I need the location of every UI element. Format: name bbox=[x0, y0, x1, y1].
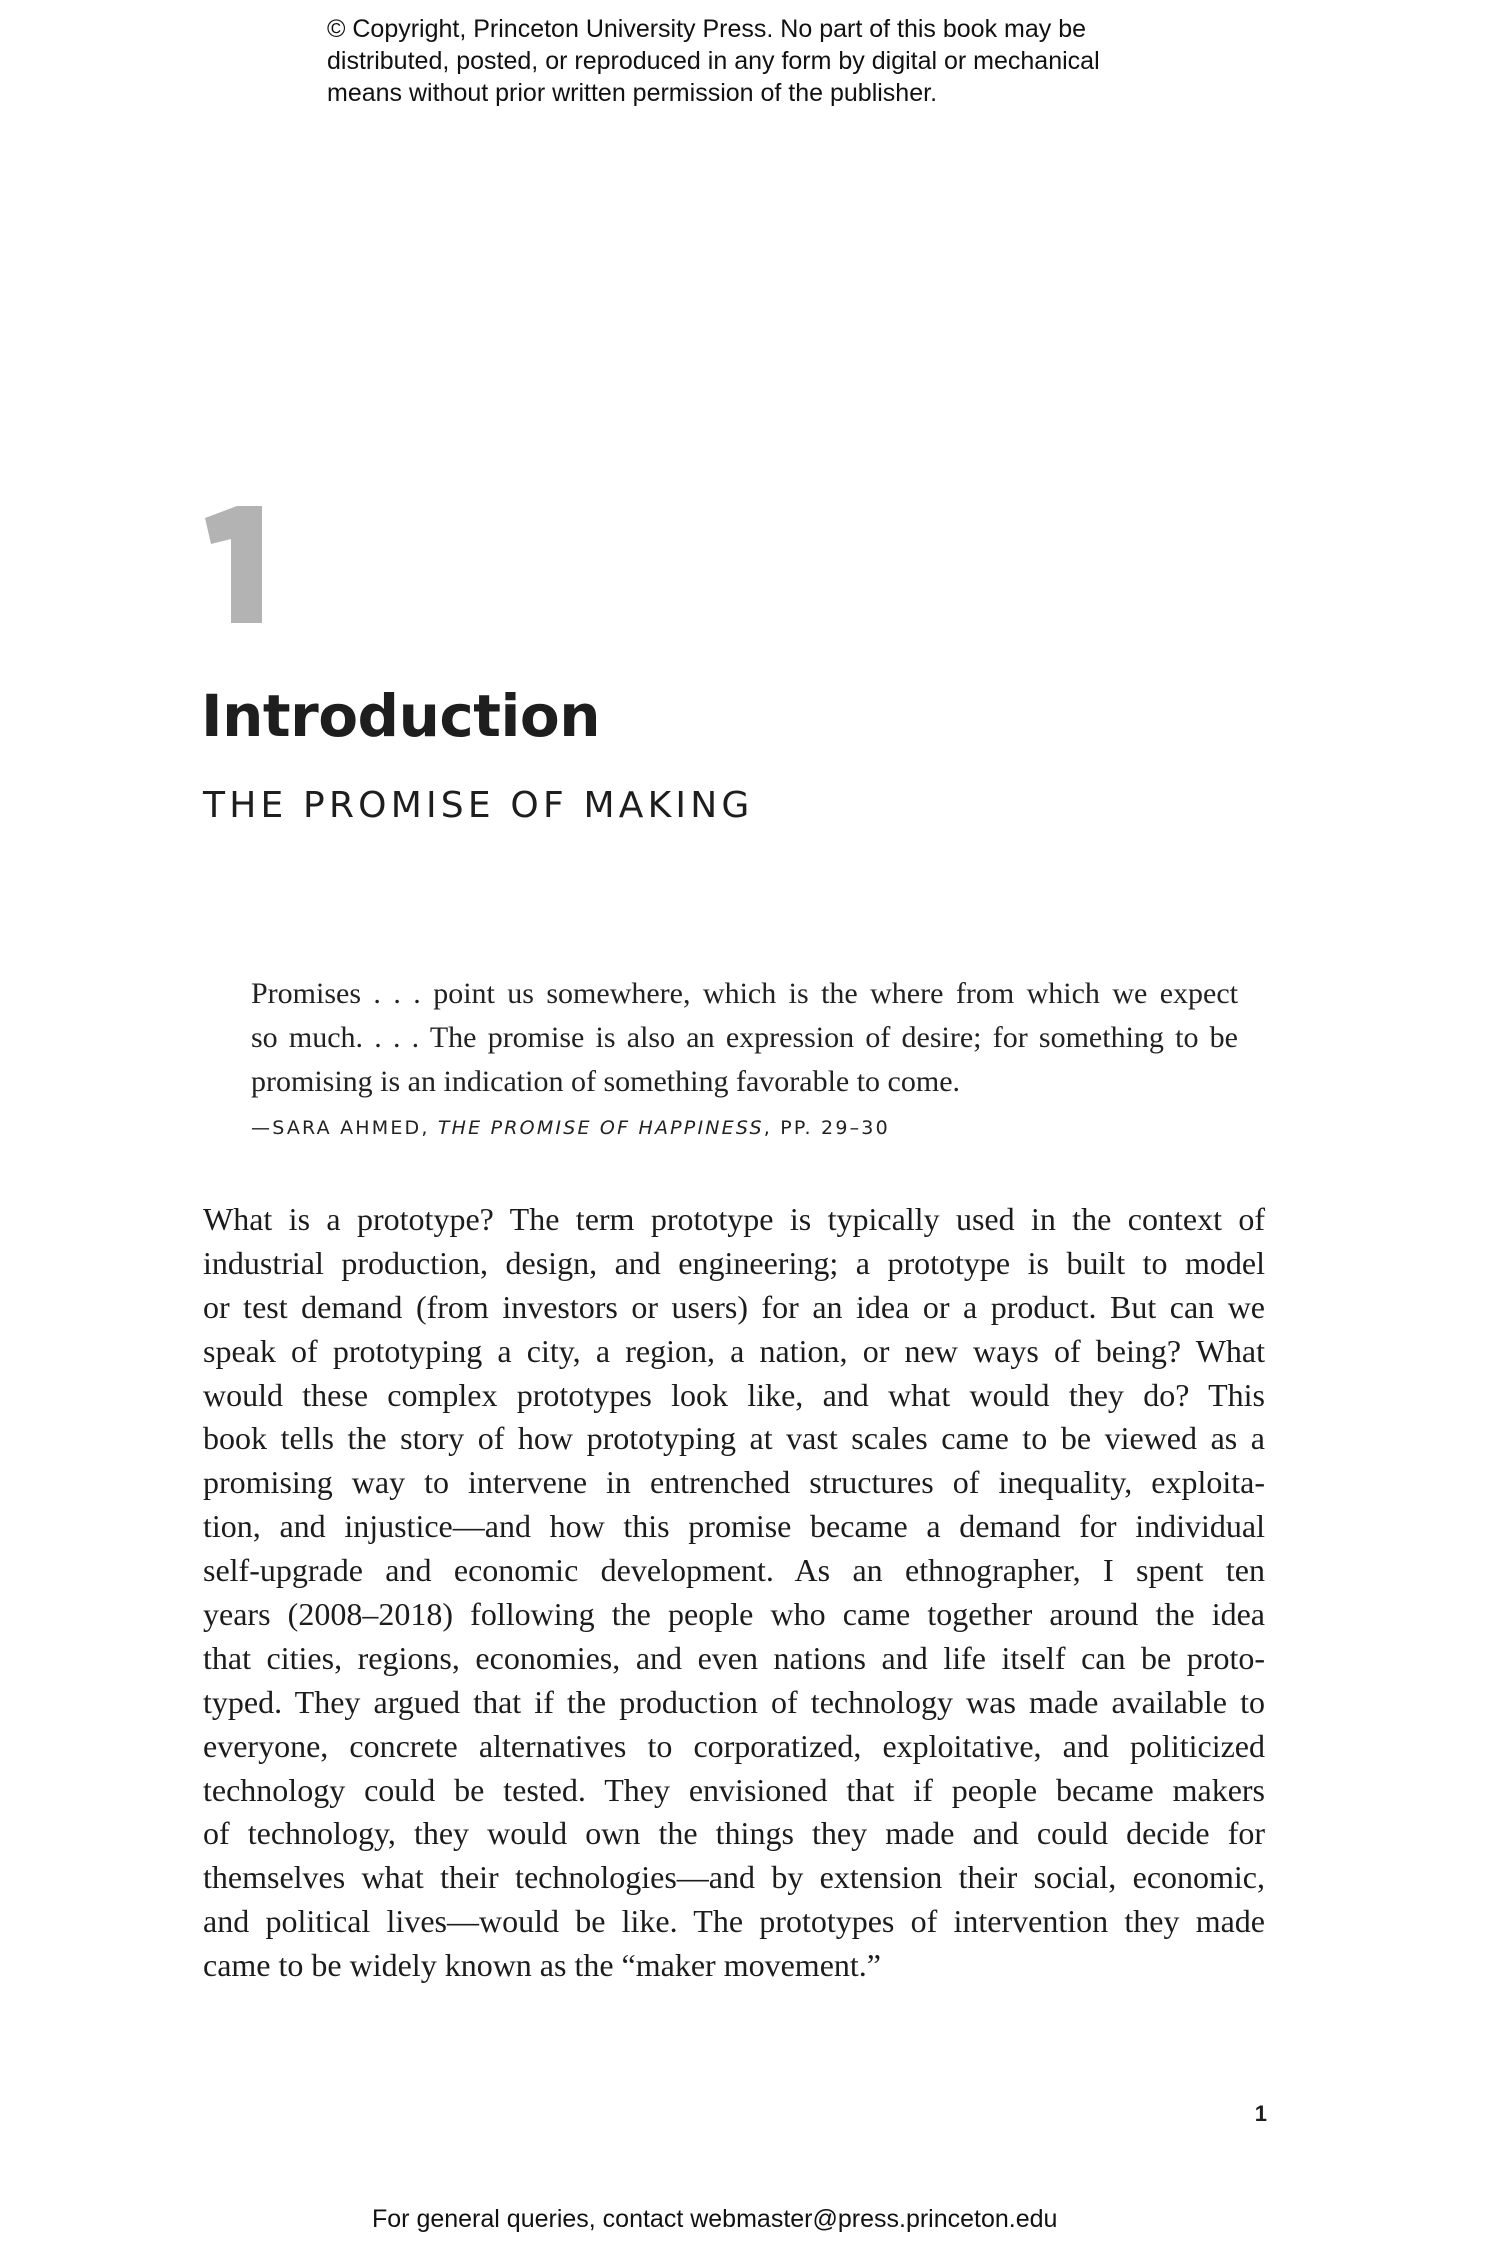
chapter-number-glyph bbox=[205, 506, 265, 623]
body-line: everyone, concrete alternatives to corporatized, exploitative, and politicized bbox=[203, 1727, 1265, 1764]
attribution-author: —SARA AHMED, bbox=[251, 1117, 438, 1139]
body-line: typed. They argued that if the production of technology was made available to bbox=[203, 1683, 1265, 1720]
body-line: What is a prototype? The term prototype is typically used in the context of bbox=[203, 1201, 1265, 1237]
body-line: speak of prototyping a city, a region, a nation, or new ways of being? What bbox=[203, 1332, 1265, 1369]
body-line: would these complex prototypes look like, and what would they do? This bbox=[203, 1376, 1265, 1413]
epigraph-line: Promises . . . point us somewhere, which is the where from which we expect bbox=[251, 977, 1238, 1010]
body-line: of technology, they would own the things they made and could decide for bbox=[203, 1815, 1265, 1852]
chapter-subtitle: THE PROMISE OF MAKING bbox=[203, 785, 754, 826]
footer-contact: For general queries, contact webmaster@press.princeton.edu bbox=[372, 2205, 1058, 2233]
copyright-notice bbox=[327, 13, 1227, 109]
body-line: years (2008–2018) following the people who came together around the idea bbox=[203, 1596, 1265, 1633]
chapter-title: Introduction bbox=[201, 682, 600, 750]
page-number: 1 bbox=[1254, 2101, 1267, 2126]
body-line: technology could be tested. They envisioned that if people became makers bbox=[203, 1771, 1265, 1808]
body-line: that cities, regions, economies, and even nations and life itself can be proto- bbox=[203, 1639, 1265, 1676]
chapter-number bbox=[205, 506, 265, 623]
body-line: or test demand (from investors or users) for an idea or a product. But can we bbox=[203, 1288, 1265, 1325]
body-line: and political lives—would be like. The prototypes of intervention they made bbox=[203, 1903, 1265, 1940]
copyright-line: means without prior written permission of the publisher. bbox=[327, 79, 938, 107]
body-line: tion, and injustice—and how this promise became a demand for individual bbox=[203, 1508, 1265, 1545]
epigraph-line: promising is an indication of something favorable to come. bbox=[251, 1065, 961, 1098]
attribution-work-title: THE PROMISE OF HAPPINESS bbox=[437, 1117, 764, 1139]
body-line: self-upgrade and economic development. As an ethnographer, I spent ten bbox=[203, 1552, 1265, 1589]
body-line: promising way to intervene in entrenched structures of inequality, exploita- bbox=[203, 1464, 1265, 1501]
body-line: themselves what their technologies—and by extension their social, economic, bbox=[203, 1859, 1265, 1896]
copyright-line: distributed, posted, or reproduced in any form by digital or mechanical bbox=[327, 47, 1100, 75]
body-line: industrial production, design, and engineering; a prototype is built to model bbox=[203, 1244, 1265, 1281]
body-line: came to be widely known as the “maker movement.” bbox=[203, 1947, 881, 1984]
attribution-pages: , PP. 29–30 bbox=[763, 1117, 890, 1139]
epigraph bbox=[251, 972, 1238, 1104]
epigraph-attribution bbox=[251, 1116, 890, 1140]
body-paragraph bbox=[203, 1198, 1265, 1988]
copyright-line: © Copyright, Princeton University Press. No part of this book may be bbox=[327, 15, 1087, 43]
body-line: book tells the story of how prototyping at vast scales came to be viewed as a bbox=[203, 1420, 1265, 1457]
epigraph-line: so much. . . . The promise is also an expression of desire; for something to be bbox=[251, 1021, 1238, 1054]
